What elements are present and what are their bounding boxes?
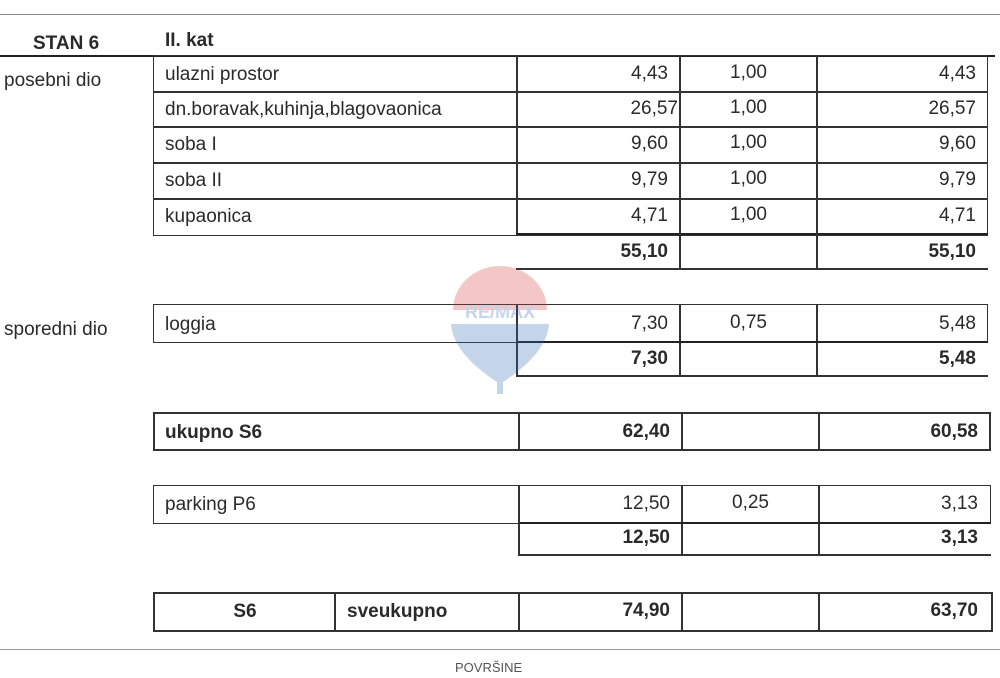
col-divider bbox=[818, 592, 820, 632]
col-divider bbox=[518, 485, 520, 524]
col-divider bbox=[334, 592, 336, 632]
ukupno-area: 62,40 bbox=[622, 421, 670, 442]
col-divider bbox=[681, 592, 683, 632]
room-net: 26,57 bbox=[928, 98, 976, 119]
room-coef: 1,00 bbox=[730, 168, 767, 189]
col-divider bbox=[518, 522, 520, 555]
remax-balloon-icon bbox=[447, 262, 553, 402]
room-coef: 1,00 bbox=[730, 132, 767, 153]
row-divider bbox=[153, 198, 988, 200]
row-divider bbox=[153, 126, 988, 128]
room-net: 9,79 bbox=[939, 169, 976, 190]
room-net: 9,60 bbox=[939, 133, 976, 154]
floor-title: II. kat bbox=[165, 30, 214, 51]
col-divider bbox=[816, 304, 818, 376]
posebni-label: posebni dio bbox=[4, 70, 102, 91]
col-divider bbox=[679, 233, 681, 269]
room-name: dn.boravak,kuhinja,blagovaonica bbox=[165, 99, 442, 120]
unit-title: STAN 6 bbox=[33, 33, 100, 54]
room-coef: 0,25 bbox=[732, 492, 769, 513]
room-area: 7,30 bbox=[631, 313, 668, 334]
col-divider bbox=[818, 412, 820, 451]
total-bottom bbox=[516, 268, 988, 270]
room-area: 26,57 bbox=[630, 98, 678, 119]
col-divider bbox=[818, 485, 820, 555]
sveukupno-code: S6 bbox=[233, 601, 257, 622]
room-area: 9,79 bbox=[631, 169, 668, 190]
room-coef: 0,75 bbox=[730, 312, 767, 333]
total-rule bbox=[518, 522, 991, 524]
col-divider bbox=[816, 55, 818, 236]
room-name: soba I bbox=[165, 134, 217, 155]
room-net: 4,43 bbox=[939, 63, 976, 84]
parking-total-net: 3,13 bbox=[941, 527, 978, 548]
room-area: 9,60 bbox=[631, 133, 668, 154]
top-rule bbox=[0, 14, 1000, 15]
room-coef: 1,00 bbox=[730, 204, 767, 225]
total-rule bbox=[516, 233, 988, 235]
ukupno-net: 60,58 bbox=[930, 421, 978, 442]
sporedni-label: sporedni dio bbox=[4, 319, 108, 340]
sporedni-total-area: 7,30 bbox=[631, 348, 668, 369]
remax-wordmark: RE/MAX bbox=[464, 302, 536, 322]
room-net: 4,71 bbox=[939, 205, 976, 226]
room-name: ulazni prostor bbox=[165, 64, 280, 85]
total-bottom bbox=[518, 554, 991, 556]
total-bottom bbox=[516, 375, 988, 377]
sveukupno-net: 63,70 bbox=[930, 600, 978, 621]
col-divider bbox=[518, 592, 520, 632]
room-area: 4,43 bbox=[631, 63, 668, 84]
room-name: soba II bbox=[165, 170, 223, 191]
room-area: 4,71 bbox=[631, 205, 668, 226]
sporedni-total-net: 5,48 bbox=[939, 348, 976, 369]
room-net: 5,48 bbox=[939, 313, 976, 334]
room-name: loggia bbox=[165, 314, 216, 335]
remax-watermark bbox=[447, 262, 553, 402]
posebni-total-net: 55,10 bbox=[928, 241, 976, 262]
col-divider bbox=[516, 55, 518, 236]
col-divider bbox=[816, 233, 818, 269]
col-divider bbox=[518, 412, 520, 451]
room-area: 12,50 bbox=[622, 493, 670, 514]
footer-partial-text: POVRŠINE bbox=[455, 660, 523, 675]
sveukupno-area: 74,90 bbox=[622, 600, 670, 621]
row-divider bbox=[153, 162, 988, 164]
room-coef: 1,00 bbox=[730, 62, 767, 83]
col-divider bbox=[681, 412, 683, 451]
room-net: 3,13 bbox=[941, 493, 978, 514]
sveukupno-label: sveukupno bbox=[347, 601, 448, 622]
ukupno-label: ukupno S6 bbox=[165, 422, 263, 443]
parking-total-area: 12,50 bbox=[622, 527, 670, 548]
room-coef: 1,00 bbox=[730, 97, 767, 118]
bottom-rule bbox=[0, 649, 1000, 650]
posebni-total-area: 55,10 bbox=[620, 241, 668, 262]
total-rule bbox=[516, 341, 988, 343]
row-divider bbox=[153, 91, 988, 93]
room-name: parking P6 bbox=[165, 494, 256, 515]
room-name: kupaonica bbox=[165, 206, 252, 227]
